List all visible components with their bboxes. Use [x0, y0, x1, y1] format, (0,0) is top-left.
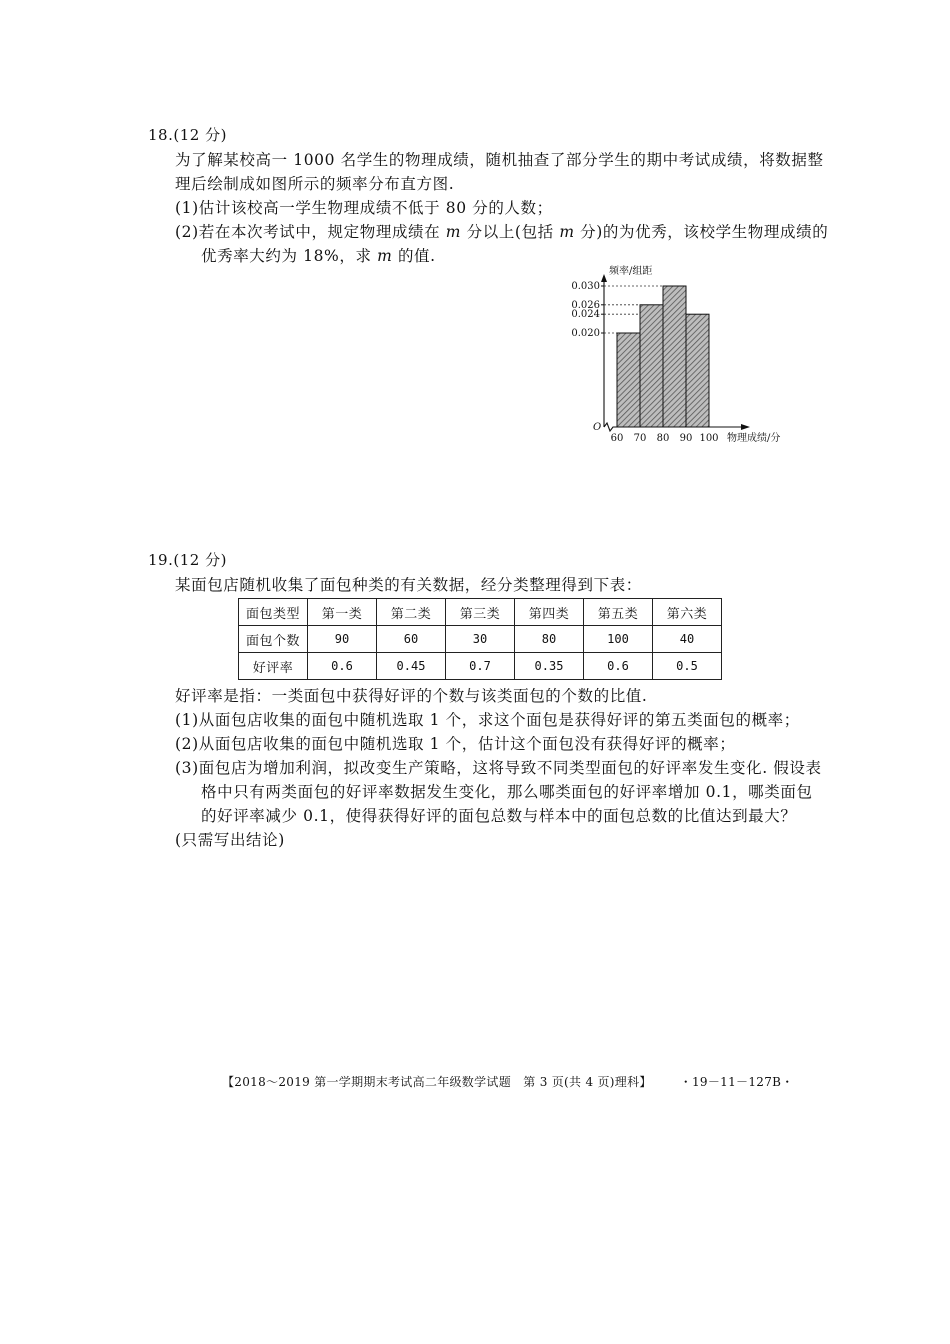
q19-body	[175, 684, 822, 852]
q19-part3-line4: (只需写出结论)	[175, 831, 285, 849]
x-tick-label: 60	[610, 433, 624, 444]
q18-intro-line2: 理后绘制成如图所示的频率分布直方图.	[175, 175, 455, 193]
table-cell: 100	[584, 626, 653, 653]
y-tick-label: 0.030	[571, 281, 600, 292]
table-row-header	[239, 599, 722, 626]
q18-intro-line1: 为了解某校高一 1000 名学生的物理成绩，随机抽查了部分学生的期中考试成绩，将数据整	[175, 151, 824, 169]
x-axis-label: 物理成绩/分	[727, 433, 781, 444]
table-cell: 90	[308, 626, 377, 653]
q19-definition: 好评率是指：一类面包中获得好评的个数与该类面包的个数的比值.	[175, 687, 648, 705]
q19-part3-line2: 格中只有两类面包的好评率数据发生变化，那么哪类面包的好评率增加 0.1，哪类面包	[201, 783, 813, 801]
histogram-bar	[617, 333, 640, 427]
x-tick-label: 70	[633, 433, 647, 444]
page-footer	[222, 1073, 794, 1090]
histogram-bar	[686, 314, 709, 427]
q19-part1: (1)从面包店收集的面包中随机选取 1 个，求这个面包是获得好评的第五类面包的概率；	[175, 711, 800, 729]
q18-score: (12 分)	[173, 126, 227, 144]
x-tick-label: 90	[679, 433, 693, 444]
table-row-count	[239, 626, 722, 653]
table-cell: 0.45	[377, 653, 446, 680]
table-cell: 面包个数	[239, 626, 308, 653]
table-cell: 面包类型	[239, 599, 308, 626]
table-cell: 30	[446, 626, 515, 653]
table-cell: 第五类	[584, 599, 653, 626]
footer-code: ・19－11－127B・	[679, 1075, 794, 1089]
q19-number: 19.	[148, 551, 174, 569]
table-cell: 第二类	[377, 599, 446, 626]
x-tick-label: 80	[656, 433, 670, 444]
q18-part1: (1)估计该校高一学生物理成绩不低于 80 分的人数；	[175, 199, 553, 217]
footer-title: 【2018～2019 第一学期期末考试高二年级数学试题 第 3 页(共 4 页)理科】	[222, 1075, 646, 1089]
y-tick-label: 0.024	[571, 309, 600, 321]
origin-label: O	[593, 422, 602, 433]
table-cell: 0.6	[584, 653, 653, 680]
histogram-bar	[663, 286, 686, 427]
q19-header	[148, 549, 227, 570]
q18-part2-line1: (2)若在本次考试中，规定物理成绩在 m 分以上(包括 m 分)的为优秀，该校学生物理成绩的	[175, 223, 829, 241]
table-cell: 80	[515, 626, 584, 653]
table-cell: 第四类	[515, 599, 584, 626]
table-cell: 0.35	[515, 653, 584, 680]
bread-table	[238, 598, 722, 680]
table-cell: 好评率	[239, 653, 308, 680]
table-cell: 0.7	[446, 653, 515, 680]
q18-header	[148, 124, 227, 145]
y-tick-label: 0.020	[571, 328, 600, 339]
table-cell: 0.6	[308, 653, 377, 680]
histogram-bar	[640, 305, 663, 427]
y-tick-label: 0.026	[571, 299, 600, 311]
q18-part2-line2: 优秀率大约为 18%，求 m 的值.	[201, 247, 436, 265]
table-cell: 60	[377, 626, 446, 653]
y-axis-arrow	[601, 274, 607, 282]
x-axis-arrow	[741, 424, 750, 430]
q19-intro: 某面包店随机收集了面包种类的有关数据，经分类整理得到下表：	[175, 576, 642, 594]
table-cell: 0.5	[653, 653, 722, 680]
frequency-histogram	[555, 262, 805, 452]
x-tick-label: 100	[699, 433, 719, 444]
q19-score: (12 分)	[173, 551, 227, 569]
table-cell: 第一类	[308, 599, 377, 626]
q19-part3-line1: (3)面包店为增加利润，拟改变生产策略，这将导致不同类型面包的好评率发生变化. 假设表	[175, 759, 822, 777]
q18-number: 18.	[148, 126, 174, 144]
q19-part3-line3: 的好评率减少 0.1，使得获得好评的面包总数与样本中的面包总数的比值达到最大？	[201, 807, 797, 825]
table-row-rate	[239, 653, 722, 680]
q18-body	[175, 148, 828, 268]
table-cell: 第三类	[446, 599, 515, 626]
q19-part2: (2)从面包店收集的面包中随机选取 1 个，估计这个面包没有获得好评的概率；	[175, 735, 736, 753]
table-cell: 40	[653, 626, 722, 653]
table-cell: 第六类	[653, 599, 722, 626]
y-axis-label: 频率/组距	[609, 266, 653, 277]
